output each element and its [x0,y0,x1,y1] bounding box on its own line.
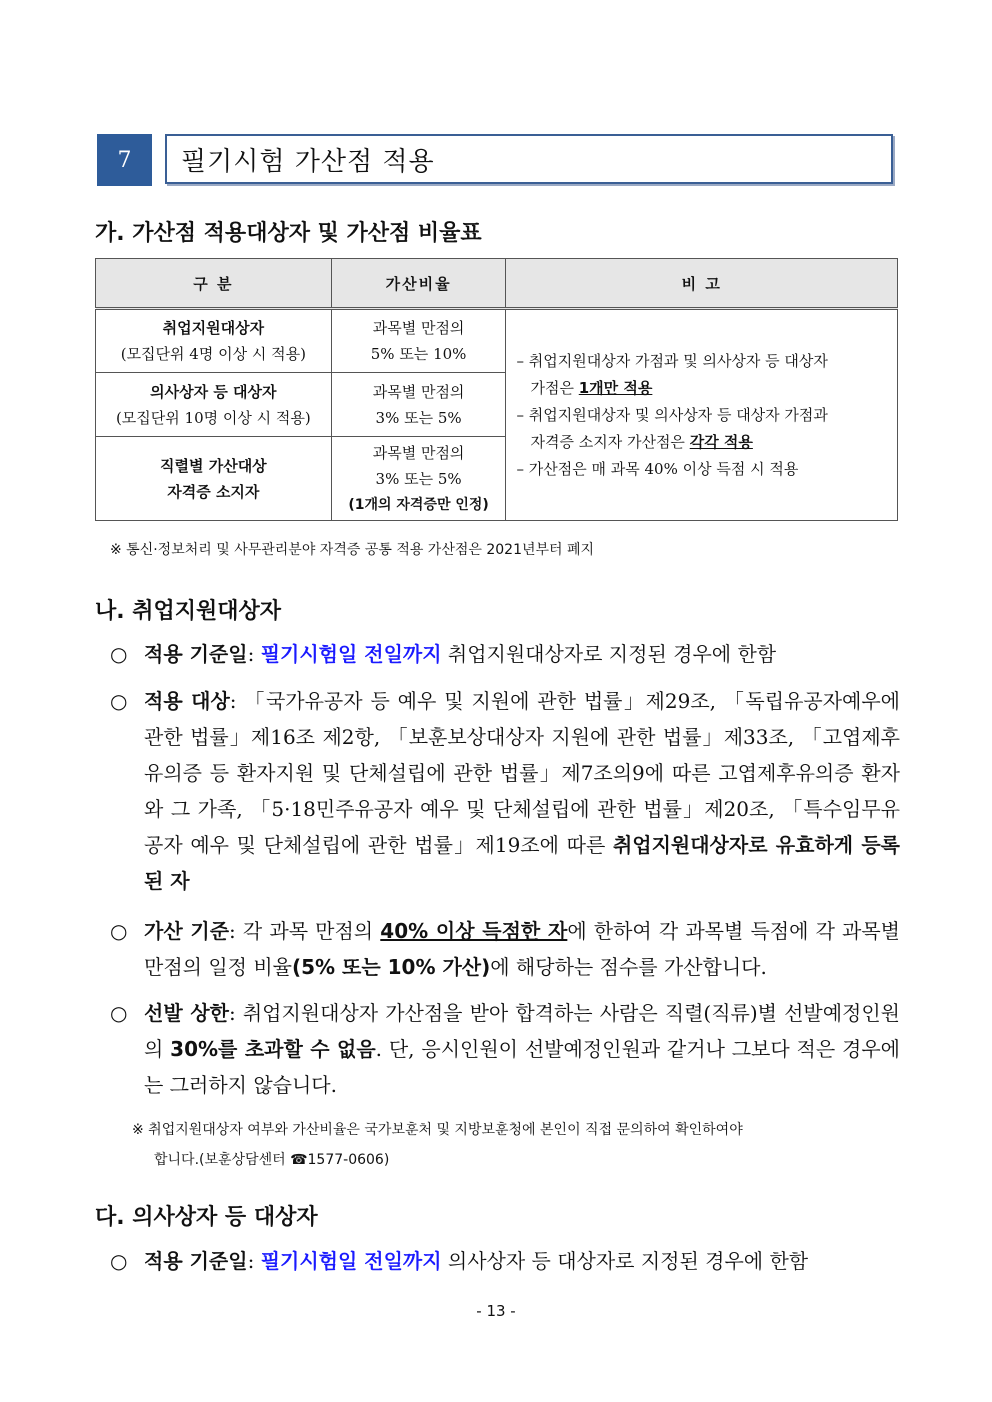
page-number: - 13 - [476,1302,516,1320]
rate-line: 5% 또는 10% [370,345,467,363]
heading-a: 가. 가산점 적용대상자 및 가산점 비율표 [95,221,482,246]
bullet-icon: ○ [110,689,128,713]
col-header-category: 구 분 [96,259,332,309]
rate-line: 과목별 만점의 [372,443,465,462]
col-header-note: 비 고 [506,259,898,309]
row-sub: (모집단위 10명 이상 시 적용) [115,408,311,427]
bullet-icon: ○ [110,1249,128,1273]
bullet-icon: ○ [110,919,128,943]
bullet-paragraph: ○ 적용 기준일: 필기시험일 전일까지 취업지원대상자로 지정된 경우에 한함 [110,636,900,672]
col-header-rate: 가산비율 [331,259,506,309]
note-line: 가점은 1개만 적용 [530,378,653,397]
rate-line: 3% 또는 5% [375,408,462,427]
bullet-paragraph: ○ 적용 기준일: 필기시험일 전일까지 의사상자 등 대상자로 지정된 경우에 한함 [110,1243,900,1279]
section-title: 필기시험 가산점 적용 [165,134,893,184]
bullet-icon: ○ [110,1001,128,1025]
row-name: 의사상자 등 대상자 [150,382,277,401]
note-line: – 취업지원대상자 가점과 및 의사상자 등 대상자 [516,351,828,370]
table-footnote: ※ 통신·정보처리 및 사무관리분야 자격증 공통 적용 가산점은 2021년부터 폐지 [110,542,595,558]
note-line: – 가산점은 매 과목 40% 이상 득점 시 적용 [516,459,799,478]
bullet-paragraph: ○ 적용 대상: 「국가유공자 등 예우 및 지원에 관한 법률」제29조, 「독립유공자예우에 관한 법률」제16조 제2항, 「보훈보상대상자 지원에 관한 법률」제33조, 「고엽제후유의증 등 환자지원 및 단체설립에 관한 법률」제7조의9에 따른 고엽제후유의증 환자와 그 가족, 「5·18민주유공자 예우 및 단체설립에 관한 법률」제20조, 「특수임무유공자 예우 및 단체설립에 관한 법률」제19조에 따른 취업지원대상자로 유효하게 등록된 자 [110,683,900,899]
rate-line: (1개의 자격증만 인정) [348,496,489,513]
heading-b: 나. 취업지원대상자 [95,599,282,624]
note-emphasis: 각각 적용 [689,432,753,451]
notes-cell [506,309,898,521]
rate-line: 3% 또는 5% [375,469,462,488]
table-row [96,309,898,373]
footnote: ※ 취업지원대상자 여부와 가산비율은 국가보훈처 및 지방보훈청에 본인이 직접 문의하여 확인하여야 합니다.(보훈상담센터 ☎1577-0606) [132,1122,743,1168]
note-line: – 취업지원대상자 및 의사상자 등 대상자 가점과 [516,405,828,424]
bullet-paragraph: ○ 가산 기준: 각 과목 만점의 40% 이상 득점한 자에 한하여 각 과목별 득점에 각 과목별 만점의 일정 비율(5% 또는 10% 가산)에 해당하는 점수를 가산합니다. [110,913,900,985]
row-name: 자격증 소지자 [167,482,260,501]
note-line: 자격증 소지자 가산점은 각각 적용 [530,432,753,451]
bullet-icon: ○ [110,642,128,666]
rate-line: 과목별 만점의 [372,319,465,337]
note-emphasis: 1개만 적용 [578,378,653,397]
rate-table [95,258,898,521]
row-sub: (모집단위 4명 이상 시 적용) [120,345,306,363]
row-name: 직렬별 가산대상 [160,456,267,475]
rate-line: 과목별 만점의 [372,382,465,401]
heading-c: 다. 의사상자 등 대상자 [95,1205,318,1230]
bullet-paragraph: ○ 선발 상한: 취업지원대상자 가산점을 받아 합격하는 사람은 직렬(직류)별 선발예정인원의 30%를 초과할 수 없음. 단, 응시인원이 선발예정인원과 같거나 그보다 적은 경우에는 그러하지 않습니다. [110,995,900,1103]
row-name: 취업지원대상자 [162,319,265,337]
section-number: 7 [97,134,152,186]
